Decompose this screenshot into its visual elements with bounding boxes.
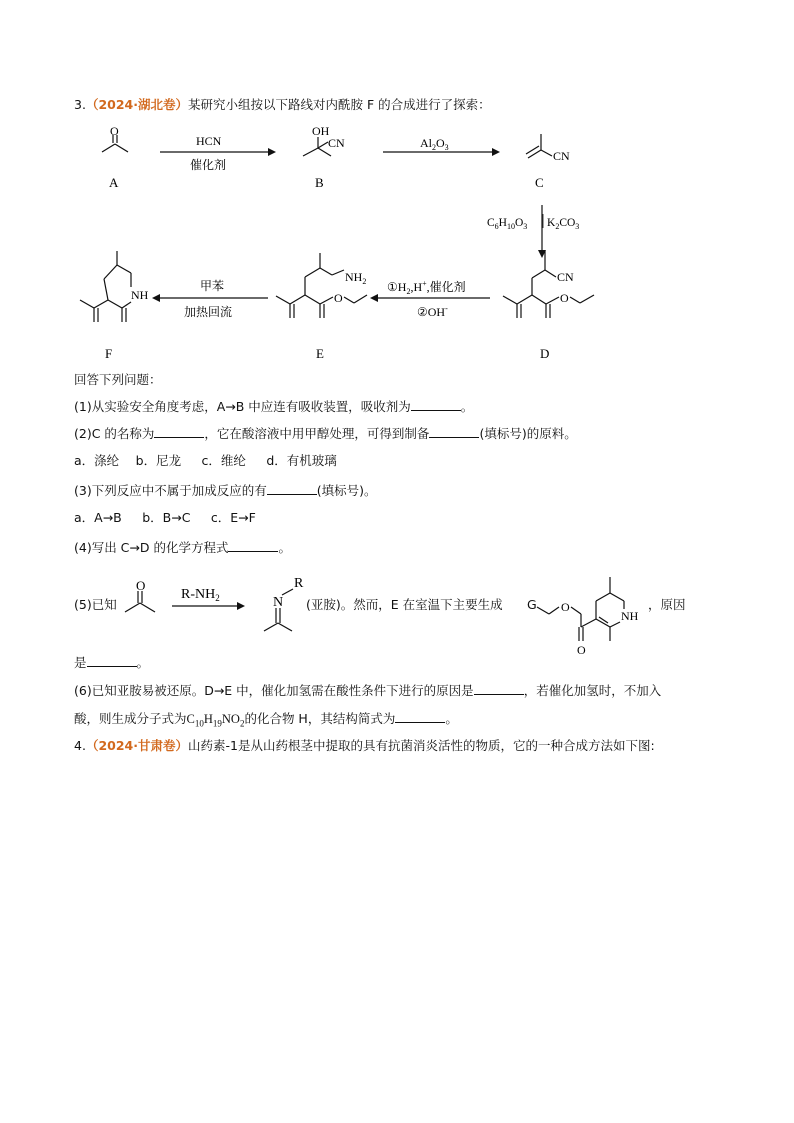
part-6-text-c: 酸，则生成分子式为: [74, 711, 187, 726]
answer-blank[interactable]: [228, 538, 278, 552]
answer-blank[interactable]: [267, 481, 317, 495]
bond: [282, 589, 293, 595]
part-4: [74, 538, 291, 557]
answer-blank[interactable]: [429, 424, 479, 438]
bond: [108, 300, 122, 308]
part-3-text: (3)下列反应中不属于加成反应的有: [74, 483, 267, 498]
bond: [532, 295, 546, 304]
part-5-structures: [112, 565, 712, 670]
atom-r: R: [294, 576, 304, 591]
atom-cn: CN: [328, 136, 345, 150]
bond: [610, 622, 620, 627]
question-4-header: [74, 737, 655, 755]
atom-o: O: [561, 600, 570, 614]
bond: [305, 295, 320, 304]
part-5-start: (5)已知: [74, 597, 117, 612]
bond: [320, 297, 333, 304]
bond: [344, 297, 354, 303]
answer-blank[interactable]: [474, 681, 524, 695]
atom-n: N: [273, 595, 284, 610]
bond: [104, 279, 108, 300]
part-4-end: 。: [278, 540, 291, 555]
atom-o: O: [110, 124, 119, 138]
part-5-tail: ，原因: [648, 597, 686, 612]
arrowhead: [152, 294, 160, 302]
bond: [104, 265, 117, 279]
reagent-catalyst: 催化剂: [190, 158, 227, 172]
reagent-toluene: 甲苯: [200, 279, 225, 293]
atom-nh2: $NH_2$: [345, 270, 367, 286]
bond: [276, 296, 290, 304]
reaction-scheme: [0, 115, 794, 370]
label-c: C: [535, 175, 544, 190]
bond: [532, 270, 545, 278]
bond: [102, 144, 115, 152]
bond: [541, 150, 552, 156]
atom-o: O: [334, 291, 343, 305]
reagent-k2co3: $K_2CO_3$: [547, 217, 580, 231]
bond: [537, 607, 549, 614]
part-1-text: (1)从实验安全角度考虑，A→B 中应连有吸收装置，吸收剂为: [74, 399, 411, 414]
bond: [580, 295, 594, 303]
part-1: [74, 397, 473, 416]
atom-cn: CN: [553, 149, 570, 163]
bond: [545, 270, 556, 277]
atom-nh: NH: [131, 288, 149, 302]
reagent-rnh2: $R-NH_2$: [181, 587, 220, 603]
label-a: A: [109, 175, 119, 190]
atom-nh: NH: [621, 609, 639, 623]
atom-oh: OH: [312, 124, 330, 138]
atom-cn: CN: [557, 270, 574, 284]
question-source: （2024·甘肃卷）: [85, 738, 188, 753]
question-stem: 某研究小组按以下路线对内酰胺 F 的合成进行了探索：: [187, 97, 491, 112]
part-2-text-a: (2)C 的名称为: [74, 426, 155, 441]
question-stem: 山药素-1是从山药根茎中提取的具有抗菌消炎活性的物质，它的一种合成方法如下图:: [187, 738, 655, 753]
arrowhead: [268, 148, 276, 156]
bond: [94, 300, 108, 308]
answer-prompt: 回答下列问题：: [74, 372, 162, 387]
bond: [122, 302, 131, 308]
bond: [571, 607, 581, 614]
bond: [290, 295, 305, 304]
question-number: 4.: [74, 738, 86, 753]
part-6-text-b: ，若催化加氢时，不加入: [523, 683, 662, 698]
bond: [581, 619, 596, 627]
part-5-mid-text: (亚胺)。然而，E 在室温下主要生成: [306, 597, 503, 612]
part-6-text-a: (6)已知亚胺易被还原。D→E 中，催化加氢需在酸性条件下进行的原因是: [74, 683, 474, 698]
bond: [305, 268, 320, 277]
arrowhead: [492, 148, 500, 156]
reagent-oh: ②OH-: [417, 304, 448, 319]
reagent-c6h10o3: $C_6H_{10}O_3$: [487, 217, 528, 231]
bond: [549, 607, 559, 614]
bond: [517, 295, 532, 304]
part-6-line2: [74, 709, 458, 733]
answer-blank[interactable]: [411, 397, 461, 411]
bond: [117, 265, 131, 273]
bond: [570, 297, 580, 303]
part-5-middle: [306, 596, 503, 614]
reagent-al2o3: $Al_2O_3$: [420, 136, 449, 152]
atom-o: O: [136, 578, 146, 593]
bond: [80, 300, 94, 308]
part-5-line2: [74, 653, 149, 672]
part-5-line2-end: 。: [136, 655, 150, 670]
reagent-hcn: HCN: [196, 134, 222, 148]
label-g: G: [527, 597, 537, 612]
bond: [546, 297, 559, 304]
bond: [354, 295, 367, 303]
part-3-options: a．A→B b．B→C c．E→F: [74, 510, 256, 525]
arrowhead: [237, 602, 245, 610]
part-2-text-c: (填标号)的原料。: [479, 426, 577, 441]
answer-blank[interactable]: [87, 653, 137, 667]
bond: [610, 593, 624, 601]
reagent-reflux: 加热回流: [184, 305, 233, 319]
part-4-text: (4)写出 C→D 的化学方程式: [74, 540, 229, 555]
bond: [278, 623, 292, 631]
atom-o: O: [560, 291, 569, 305]
bond: [332, 270, 344, 275]
bond: [503, 296, 517, 304]
reagent-h2: $①H_2,H^+$,催化剂: [387, 279, 466, 296]
part-3-end: (填标号)。: [316, 483, 377, 498]
bond: [115, 144, 128, 152]
bond: [303, 148, 318, 156]
bond: [125, 603, 140, 612]
bond: [264, 623, 278, 631]
bond: [318, 142, 328, 148]
arrowhead: [370, 294, 378, 302]
part-5-line2-text: 是: [74, 655, 87, 670]
answer-blank[interactable]: [154, 424, 204, 438]
bond: [596, 593, 610, 601]
part-2-options: a．涤纶 b．尼龙 c．维纶 d．有机玻璃: [74, 453, 337, 468]
part-1-end: 。: [460, 399, 474, 414]
part-6-end: 。: [445, 711, 458, 726]
label-b: B: [315, 175, 324, 190]
answer-blank[interactable]: [395, 709, 445, 723]
atom-o: O: [577, 643, 586, 657]
bond: [140, 603, 155, 612]
part-6-text-d: 的化合物 H，其结构简式为: [244, 711, 396, 726]
molecular-formula: $C_{10}H_{19}NO_2$: [186, 712, 245, 729]
part-2: [74, 424, 577, 443]
label-e: E: [316, 346, 324, 361]
question-3-header: [74, 96, 491, 114]
question-number: 3.: [74, 97, 86, 112]
bond: [320, 268, 332, 275]
label-f: F: [105, 346, 113, 361]
part-6-line1: [74, 681, 661, 700]
part-3: [74, 481, 376, 500]
question-source: （2024·湖北卷）: [85, 97, 188, 112]
label-d: D: [540, 346, 550, 361]
part-2-text-b: ，它在酸溶液中用甲醇处理，可得到制备: [204, 426, 430, 441]
